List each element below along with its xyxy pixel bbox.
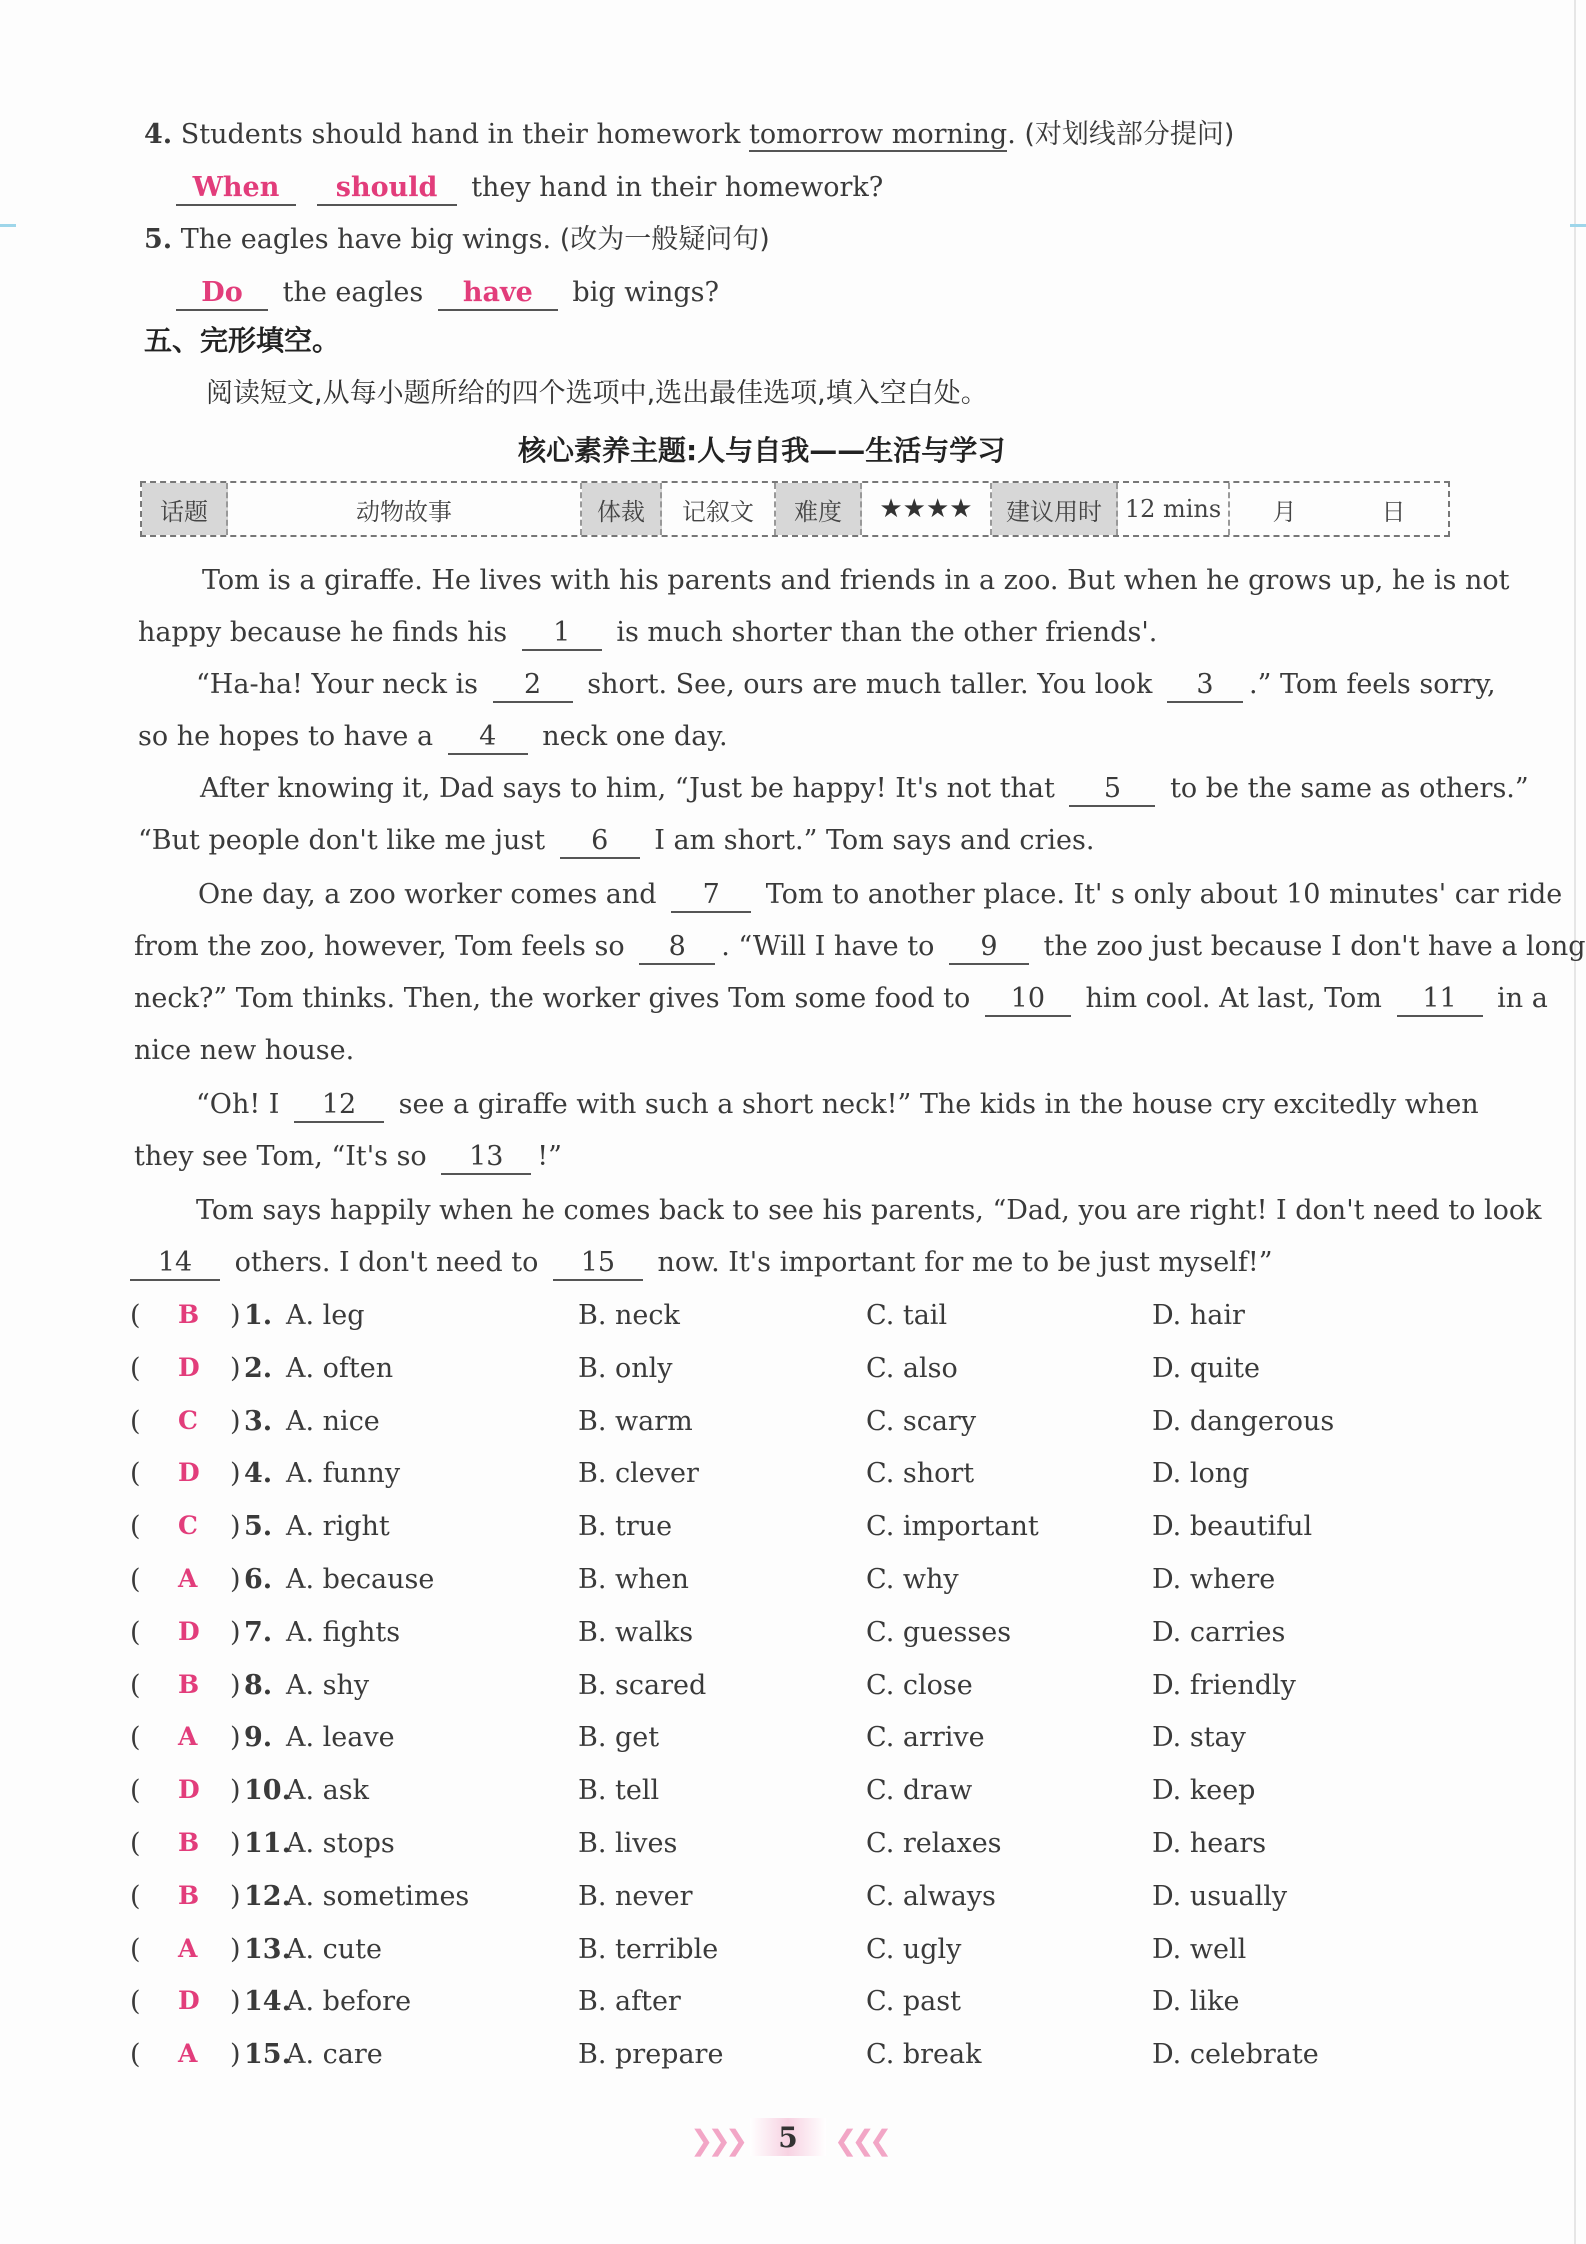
sentence-text: the eagles: [282, 277, 424, 308]
option-b: B. tell: [578, 1775, 660, 1806]
passage-line: [196, 1091, 1479, 1123]
question-number: 2.: [244, 1353, 273, 1384]
passage-text: so he hopes to have a: [138, 721, 434, 752]
option-c: C. tail: [866, 1300, 948, 1331]
option-b: B. terrible: [578, 1934, 719, 1965]
option-c: C. also: [866, 1353, 958, 1384]
paren-left: (: [130, 1670, 141, 1701]
paren-left: (: [130, 1828, 141, 1859]
option-b: B. warm: [578, 1406, 693, 1437]
option-row: [0, 2041, 1586, 2081]
paren-right: ): [230, 1564, 241, 1595]
passage-text: One day, a zoo worker comes and: [198, 879, 657, 910]
question-number: 6.: [244, 1564, 273, 1595]
question-number: 1.: [244, 1300, 273, 1331]
chevrons-left-icon: ❮❮❮: [834, 2124, 887, 2157]
passage-text: . “Will I have to: [721, 931, 935, 962]
passage-text: see a giraffe with such a short neck!” The kids in the house cry excitedly when: [398, 1089, 1479, 1120]
sentence-text: they hand in their homework?: [471, 172, 884, 203]
blank-8: 8: [639, 933, 715, 965]
option-row: [0, 1777, 1586, 1817]
option-d: D. celebrate: [1152, 2039, 1319, 2070]
option-a: A. care: [286, 2039, 383, 2070]
answer-choice[interactable]: B: [178, 1881, 200, 1910]
paren-left: (: [130, 1353, 141, 1384]
option-c: C. close: [866, 1670, 973, 1701]
passage-line: [138, 723, 728, 755]
option-row: [0, 1936, 1586, 1976]
blank-13: 13: [441, 1143, 531, 1175]
topic-label: 话题: [142, 483, 228, 535]
blank-11: 11: [1397, 985, 1483, 1017]
passage-line: [138, 827, 1094, 859]
answer-choice[interactable]: C: [178, 1511, 198, 1540]
section-instruction: 阅读短文,从每小题所给的四个选项中,选出最佳选项,填入空白处。: [206, 378, 988, 409]
paren-right: ): [230, 2039, 241, 2070]
option-b: B. neck: [578, 1300, 680, 1331]
date-field[interactable]: [1230, 483, 1448, 535]
option-row: [0, 1724, 1586, 1764]
answer-choice[interactable]: B: [178, 1300, 200, 1329]
option-row: [0, 1408, 1586, 1448]
passage-text: short. See, ours are much taller. You look: [587, 669, 1153, 700]
answer-blank[interactable]: have: [438, 279, 558, 311]
paren-left: (: [130, 1406, 141, 1437]
blank-15: 15: [553, 1249, 643, 1281]
paren-left: (: [130, 1564, 141, 1595]
difficulty-label: 难度: [776, 483, 862, 535]
question-number: 9.: [244, 1722, 273, 1753]
answer-choice[interactable]: D: [178, 1617, 200, 1646]
passage-line: Tom says happily when he comes back to see his parents, “Dad, you are right! I don't need to look: [196, 1195, 1542, 1226]
option-b: B. lives: [578, 1828, 678, 1859]
paren-left: (: [130, 1300, 141, 1331]
paren-right: ): [230, 1511, 241, 1542]
option-c: C. always: [866, 1881, 996, 1912]
passage-text: the zoo just because I don't have a long: [1043, 931, 1586, 962]
passage-text: to be the same as others.”: [1170, 773, 1529, 804]
option-d: D. friendly: [1152, 1670, 1296, 1701]
option-c: C. scary: [866, 1406, 977, 1437]
blank-4: 4: [448, 723, 528, 755]
paren-left: (: [130, 1934, 141, 1965]
option-c: C. arrive: [866, 1722, 985, 1753]
paren-left: (: [130, 1458, 141, 1489]
time-value: 12 mins: [1118, 483, 1230, 535]
option-c: C. short: [866, 1458, 975, 1489]
margin-mark: [0, 224, 16, 227]
question-number: 15.: [244, 2039, 291, 2070]
answer-blank[interactable]: When: [176, 174, 296, 206]
option-a: A. cute: [286, 1934, 383, 1965]
passage-line: [138, 619, 1157, 651]
question-number: 12.: [244, 1881, 291, 1912]
passage-text: After knowing it, Dad says to him, “Just be happy! It's not that: [200, 773, 1055, 804]
paren-right: ): [230, 1881, 241, 1912]
option-c: C. break: [866, 2039, 982, 2070]
passage-text: him cool. At last, Tom: [1085, 983, 1382, 1014]
option-c: C. important: [866, 1511, 1039, 1542]
option-a: A. before: [286, 1986, 412, 2017]
option-b: B. prepare: [578, 2039, 724, 2070]
passage-text: from the zoo, however, Tom feels so: [134, 931, 625, 962]
passage-line: [134, 933, 1586, 965]
paren-left: (: [130, 1986, 141, 2017]
option-row: [0, 1566, 1586, 1606]
passage-text: neck one day.: [542, 721, 728, 752]
blank-7: 7: [671, 881, 751, 913]
option-row: [0, 1302, 1586, 1342]
paren-left: (: [130, 1722, 141, 1753]
passage-text: in a: [1497, 983, 1548, 1014]
passage-text: others. I don't need to: [234, 1247, 539, 1278]
instruction-text: (改为一般疑问句): [559, 224, 770, 255]
blank-6: 6: [560, 827, 640, 859]
option-d: D. where: [1152, 1564, 1276, 1595]
paren-right: ): [230, 1458, 241, 1489]
option-b: B. walks: [578, 1617, 694, 1648]
option-a: A. right: [286, 1511, 390, 1542]
option-b: B. only: [578, 1353, 673, 1384]
option-a: A. shy: [286, 1670, 370, 1701]
paren-right: ): [230, 1353, 241, 1384]
question-number: 13.: [244, 1934, 291, 1965]
passage-line: [198, 881, 1562, 913]
paren-right: ): [230, 1722, 241, 1753]
paren-left: (: [130, 1881, 141, 1912]
option-a: A. fights: [286, 1617, 401, 1648]
option-row: [0, 1883, 1586, 1923]
answer-choice[interactable]: D: [178, 1775, 200, 1804]
day-label: 日: [1381, 497, 1406, 526]
option-b: B. scared: [578, 1670, 707, 1701]
question-number: 10.: [244, 1775, 291, 1806]
passage-text: I am short.” Tom says and cries.: [654, 825, 1095, 856]
question-number: 4.: [144, 119, 173, 150]
option-row: [0, 1619, 1586, 1659]
month-label: 月: [1272, 497, 1297, 526]
option-d: D. quite: [1152, 1353, 1260, 1384]
option-d: D. long: [1152, 1458, 1250, 1489]
passage-line: [196, 671, 1496, 703]
passage-text: happy because he finds his: [138, 617, 508, 648]
option-d: D. carries: [1152, 1617, 1286, 1648]
passage-text: neck?” Tom thinks. Then, the worker gives Tom some food to: [134, 983, 971, 1014]
sentence-text: Students should hand in their homework: [180, 119, 741, 150]
blank-10: 10: [985, 985, 1071, 1017]
passage-text: “But people don't like me just: [138, 825, 546, 856]
paren-right: ): [230, 1300, 241, 1331]
paren-right: ): [230, 1828, 241, 1859]
answer-choice[interactable]: A: [178, 1564, 198, 1593]
rewrite-q5: [144, 226, 770, 253]
option-row: [0, 1988, 1586, 2028]
instruction-text: (对划线部分提问): [1024, 119, 1235, 150]
option-d: D. like: [1152, 1986, 1240, 2017]
sentence-text: big wings?: [572, 277, 719, 308]
blank-5: 5: [1069, 775, 1155, 807]
sentence-text: The eagles have big wings.: [180, 224, 552, 255]
option-d: D. usually: [1152, 1881, 1288, 1912]
answer-choice[interactable]: D: [178, 1353, 200, 1382]
blank-12: 12: [294, 1091, 384, 1123]
answer-choice[interactable]: A: [178, 1722, 198, 1751]
question-number: 7.: [244, 1617, 273, 1648]
passage-line: Tom is a giraffe. He lives with his parents and friends in a zoo. But when he grows up, he is not: [202, 565, 1510, 596]
blank-2: 2: [493, 671, 573, 703]
option-b: B. after: [578, 1986, 681, 2017]
question-number: 14.: [244, 1986, 291, 2017]
option-c: C. past: [866, 1986, 961, 2017]
genre-value: 记叙文: [662, 483, 776, 535]
underlined-phrase: tomorrow morning: [749, 119, 1008, 150]
page-number: [690, 2118, 900, 2158]
option-row: [0, 1672, 1586, 1712]
option-d: D. dangerous: [1152, 1406, 1335, 1437]
option-row: [0, 1513, 1586, 1553]
paren-left: (: [130, 1511, 141, 1542]
blank-3: 3: [1167, 671, 1243, 703]
sentence-end: .: [1007, 119, 1016, 150]
passage-line: nice new house.: [134, 1035, 355, 1066]
option-c: C. draw: [866, 1775, 973, 1806]
passage-text: !”: [537, 1141, 562, 1172]
passage-line: [200, 775, 1529, 807]
option-d: D. well: [1152, 1934, 1247, 1965]
option-d: D. hears: [1152, 1828, 1267, 1859]
topic-value: 动物故事: [228, 483, 582, 535]
page-number-value: 5: [750, 2118, 826, 2156]
paren-left: (: [130, 1617, 141, 1648]
passage-text: now. It's important for me to be just myself!”: [657, 1247, 1273, 1278]
passage-line: [134, 985, 1548, 1017]
option-row: [0, 1460, 1586, 1500]
blank-9: 9: [949, 933, 1029, 965]
question-number: 4.: [244, 1458, 273, 1489]
genre-label: 体裁: [582, 483, 662, 535]
passage-text: Tom to another place. It' s only about 10 minutes' car ride: [765, 879, 1563, 910]
chevrons-right-icon: ❯❯❯: [690, 2124, 743, 2157]
option-d: D. keep: [1152, 1775, 1256, 1806]
option-row: [0, 1355, 1586, 1395]
option-a: A. often: [286, 1353, 394, 1384]
option-d: D. beautiful: [1152, 1511, 1313, 1542]
passage-line: [134, 1143, 562, 1175]
answer-choice[interactable]: A: [178, 1934, 198, 1963]
option-c: C. guesses: [866, 1617, 1012, 1648]
option-d: D. hair: [1152, 1300, 1245, 1331]
question-number: 3.: [244, 1406, 273, 1437]
paren-right: ): [230, 1406, 241, 1437]
question-number: 8.: [244, 1670, 273, 1701]
rewrite-q5-answer: [176, 279, 719, 311]
option-a: A. stops: [286, 1828, 395, 1859]
paren-right: ): [230, 1775, 241, 1806]
info-table: [140, 481, 1450, 537]
rewrite-q4-answer: [176, 174, 883, 206]
difficulty-stars: ★★★★: [862, 483, 992, 535]
answer-choice[interactable]: D: [178, 1458, 200, 1487]
answer-choice[interactable]: A: [178, 2039, 198, 2068]
rewrite-q4: [144, 121, 1234, 148]
option-a: A. because: [286, 1564, 435, 1595]
paren-right: ): [230, 1617, 241, 1648]
time-label: 建议用时: [992, 483, 1118, 535]
paren-right: ): [230, 1670, 241, 1701]
option-b: B. get: [578, 1722, 660, 1753]
passage-text: “Oh! I: [196, 1089, 280, 1120]
answer-blank[interactable]: Do: [176, 279, 268, 311]
paren-left: (: [130, 1775, 141, 1806]
paren-right: ): [230, 1986, 241, 2017]
section-title: 五、完形填空。: [144, 324, 341, 357]
question-number: 5.: [144, 224, 173, 255]
option-a: A. sometimes: [286, 1881, 470, 1912]
option-b: B. when: [578, 1564, 689, 1595]
answer-choice[interactable]: B: [178, 1670, 200, 1699]
option-c: C. ugly: [866, 1934, 962, 1965]
passage-text: is much shorter than the other friends'.: [616, 617, 1158, 648]
paren-right: ): [230, 1934, 241, 1965]
answer-choice[interactable]: D: [178, 1986, 200, 2015]
paren-left: (: [130, 2039, 141, 2070]
theme-title: 核心素养主题:人与自我——生活与学习: [518, 434, 1006, 467]
passage-text: .” Tom feels sorry,: [1249, 669, 1496, 700]
option-a: A. nice: [286, 1406, 380, 1437]
option-a: A. leave: [286, 1722, 395, 1753]
question-number: 11.: [244, 1828, 291, 1859]
answer-blank[interactable]: should: [317, 174, 457, 206]
option-c: C. why: [866, 1564, 959, 1595]
passage-line: [130, 1249, 1273, 1281]
option-a: A. ask: [286, 1775, 369, 1806]
passage-text: “Ha-ha! Your neck is: [196, 669, 479, 700]
blank-14: 14: [130, 1249, 220, 1281]
answer-choice[interactable]: C: [178, 1406, 198, 1435]
blank-1: 1: [522, 619, 602, 651]
option-a: A. leg: [286, 1300, 365, 1331]
option-b: B. never: [578, 1881, 693, 1912]
question-number: 5.: [244, 1511, 273, 1542]
option-a: A. funny: [286, 1458, 401, 1489]
option-c: C. relaxes: [866, 1828, 1002, 1859]
answer-choice[interactable]: B: [178, 1828, 200, 1857]
passage-text: they see Tom, “It's so: [134, 1141, 427, 1172]
margin-mark: [1570, 224, 1586, 227]
option-d: D. stay: [1152, 1722, 1246, 1753]
option-b: B. clever: [578, 1458, 699, 1489]
option-row: [0, 1830, 1586, 1870]
option-b: B. true: [578, 1511, 673, 1542]
